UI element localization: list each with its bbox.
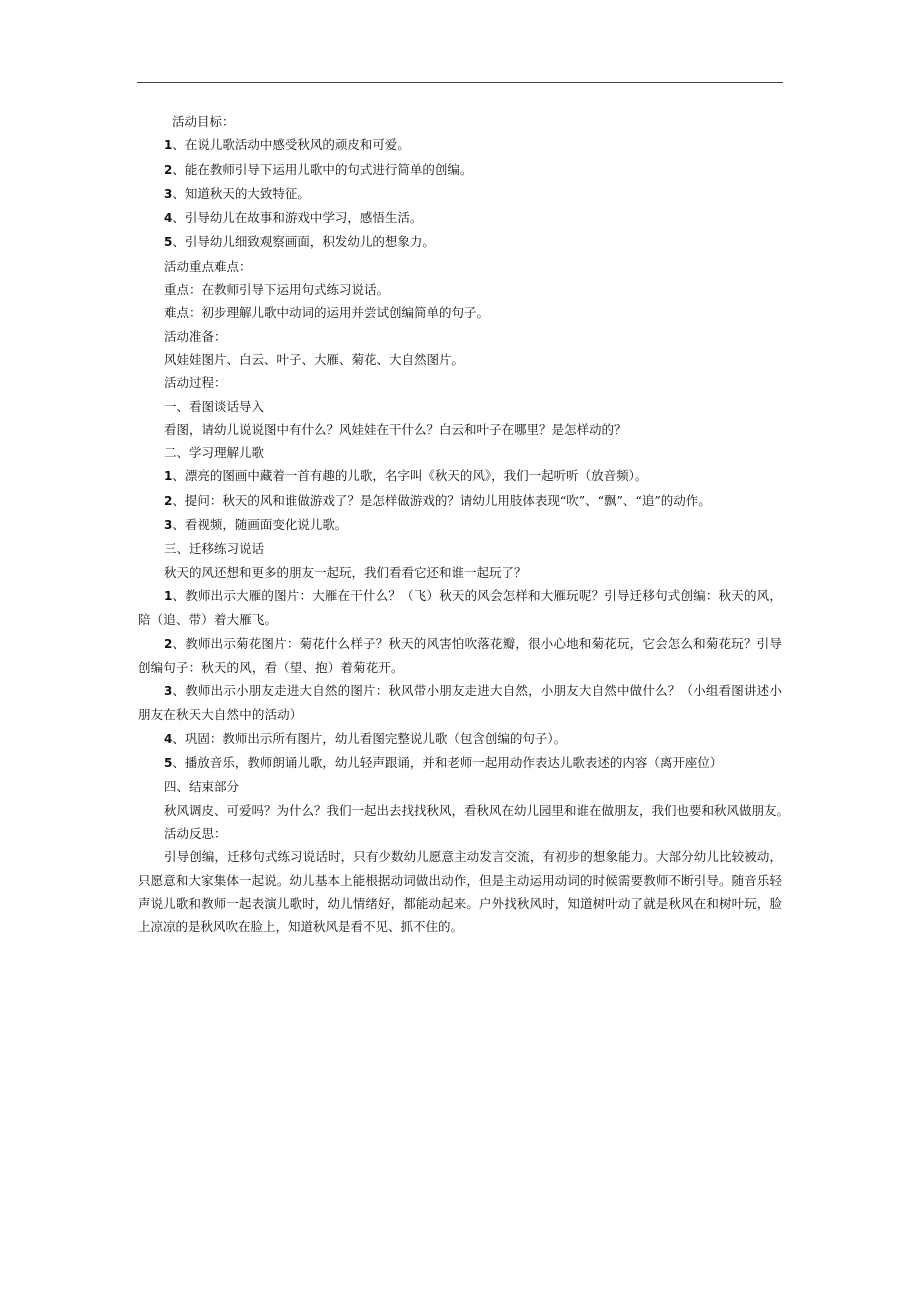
goal-number: 1 [164, 138, 173, 153]
section-text: 秋风调皮、可爱吗？为什么？我们一起出去找找秋风，看秋风在幼儿园里和谁在做朋友，我们也要和秋风做朋友。 [164, 802, 790, 818]
section-heading: 二、学习理解儿歌 [164, 445, 265, 461]
step-item [138, 464, 782, 488]
step-number: 1 [164, 588, 173, 603]
step-item [138, 584, 782, 632]
step-item [138, 727, 782, 751]
goal-text: 、在说儿歌活动中感受秋风的顽皮和可爱。 [172, 137, 410, 153]
goals-heading: 活动目标： [172, 114, 235, 129]
section-heading: 四、结束部分 [164, 779, 240, 795]
section-text: 看图，请幼儿说说图中有什么？风娃娃在干什么？白云和叶子在哪里？是怎样动的？ [164, 421, 627, 437]
process-heading: 活动过程： [164, 375, 227, 391]
section-heading: 三、迁移练习说话 [164, 541, 265, 557]
goal-number: 5 [164, 235, 173, 250]
goal-text: 、引导幼儿细致观察画面，积发幼儿的想象力。 [172, 234, 435, 250]
step-number: 2 [164, 493, 173, 508]
goal-item [138, 158, 782, 182]
step-number: 3 [164, 518, 173, 533]
goal-item [138, 133, 782, 157]
step-number: 4 [164, 731, 173, 746]
step-item [138, 513, 782, 537]
step-item [138, 489, 782, 513]
goal-item [138, 182, 782, 206]
goal-number: 3 [164, 186, 173, 201]
document-body [138, 110, 790, 938]
reflection-heading: 活动反思： [164, 825, 227, 841]
step-text: 、播放音乐，教师朗诵儿歌，幼儿轻声跟诵，并和老师一起用动作表达儿歌表述的内容（离开座位） [172, 755, 723, 771]
key-point: 重点：在教师引导下运用句式练习说话。 [164, 282, 390, 298]
goal-text: 、能在教师引导下运用儿歌中的句式进行简单的创编。 [172, 161, 473, 177]
section-heading: 一、看图谈话导入 [164, 398, 265, 414]
header-rule [137, 82, 783, 83]
step-text: 、教师出示菊花图片：菊花什么样子？秋天的风害怕吹落花瓣，很小心地和菊花玩，它会怎么和菊花玩？引导创编句子：秋天的风，看（望、抱）着菊花开。 [138, 635, 782, 675]
step-text: 、教师出示大雁的图片：大雁在干什么？（飞）秋天的风会怎样和大雁玩呢？引导迁移句式创编：秋天的风，陪（追、带）着大雁飞。 [138, 587, 782, 628]
step-text: 、漂亮的图画中藏着一首有趣的儿歌，名字叫《秋天的风》，我们一起听听（放音频）。 [172, 468, 648, 484]
step-number: 5 [164, 756, 173, 771]
difficult-point: 难点：初步理解儿歌中动词的运用并尝试创编简单的句子。 [164, 305, 490, 321]
goal-text: 、引导幼儿在故事和游戏中学习，感悟生活。 [172, 210, 423, 226]
step-item [138, 632, 782, 680]
goal-item [138, 206, 782, 230]
step-item [138, 679, 782, 727]
step-number: 1 [164, 469, 173, 484]
section-text: 秋天的风还想和更多的朋友一起玩，我们看看它还和谁一起玩了？ [164, 564, 527, 580]
goal-item [138, 230, 782, 254]
goal-text: 、知道秋天的大致特征。 [172, 185, 310, 201]
step-text: 、巩固：教师出示所有图片，幼儿看图完整说儿歌（包含创编的句子）。 [172, 730, 567, 746]
prep-text: 风娃娃图片、白云、叶子、大雁、菊花、大自然图片。 [164, 351, 465, 367]
goal-number: 4 [164, 211, 173, 226]
key-heading: 活动重点难点： [164, 258, 252, 274]
step-number: 2 [164, 636, 173, 651]
step-item [138, 751, 782, 775]
goal-number: 2 [164, 162, 173, 177]
reflection-text: 引导创编，迁移句式练习说话时，只有少数幼儿愿意主动发言交流，有初步的想象能力。大部分幼儿比较被动，只愿意和大家集体一起说。幼儿基本上能根据动词做出动作，但是主动运用动词的时候需要教师不断引导。随音乐轻声说儿歌和教师一起表演儿歌时，幼儿情绪好，都能动起来。户外找秋风时，知道树叶动了就是秋风在和树叶玩，脸上凉凉的是秋风吹在脸上，知道秋风是看不见、抓不住的。 [138, 849, 782, 935]
step-text: 、教师出示小朋友走进大自然的图片：秋风带小朋友走进大自然，小朋友大自然中做什么？（小组看图讲述小朋友在秋天大自然中的活动） [138, 683, 782, 723]
prep-heading: 活动准备： [164, 328, 227, 344]
step-text: 、提问：秋天的风和谁做游戏了？是怎样做游戏的？请幼儿用肢体表现“吹”、“飘”、“追”的动作。 [172, 492, 711, 508]
step-text: 、看视频，随画面变化说儿歌。 [172, 517, 348, 533]
step-number: 3 [164, 684, 173, 699]
